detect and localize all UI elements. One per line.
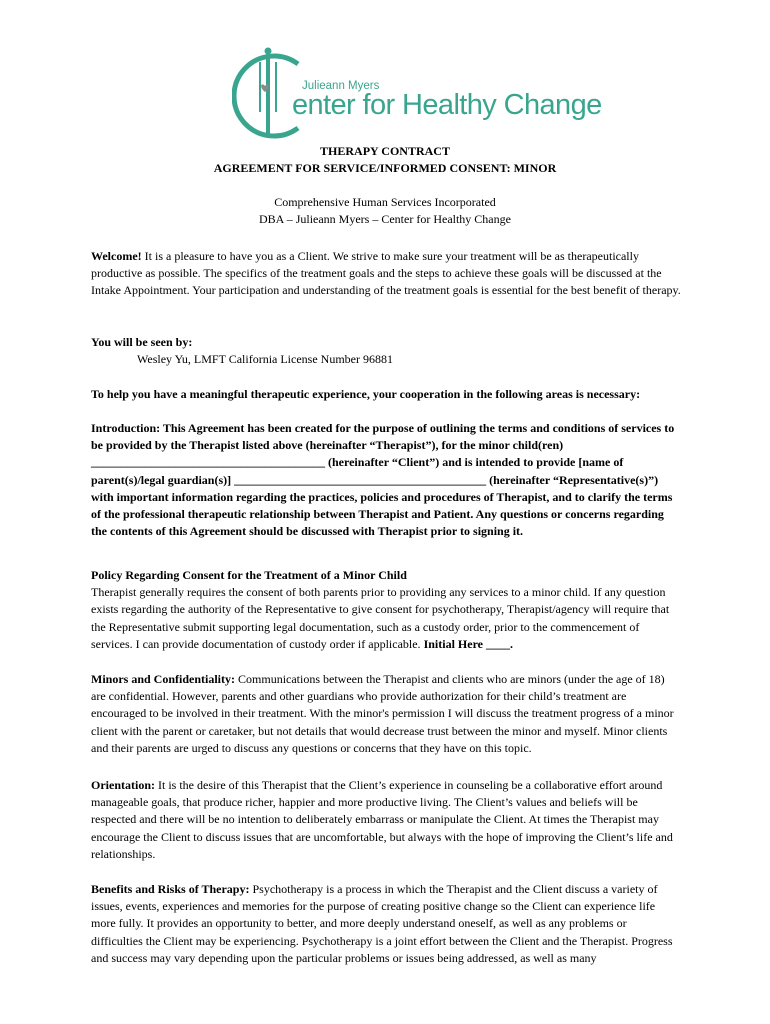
policy-text: Therapist generally requires the consent of both parents prior to providing any services to a minor child. If any question exists regarding the authority of the Representative to give consent for psychotherapy, Therapist/agency will require that the Representative submit supporting legal documentation, such as a custody order, prior to the commencement of services. I can provide documentation of custody order if applicable. bbox=[91, 585, 670, 651]
benefits-paragraph bbox=[91, 881, 681, 967]
minors-paragraph bbox=[91, 671, 681, 757]
document-title: THERAPY CONTRACT bbox=[320, 144, 450, 158]
seen-by-section bbox=[91, 334, 681, 368]
orientation-lead: Orientation: bbox=[91, 778, 155, 792]
seen-by-label: You will be seen by: bbox=[91, 335, 193, 349]
center-logo bbox=[232, 46, 602, 142]
therapist-name: Wesley Yu, LMFT California License Number 96881 bbox=[137, 352, 393, 367]
orientation-text: It is the desire of this Therapist that the Client’s experience in counseling be a collaborative effort around manageable goals, that produce richer, happier and more productive living. The Client’s values and beliefs will be respected and there will be no intention to deliberately embarrass or manipulate the Client. At times the Therapist may encourage the Client to discuss issues that are uncomfortable, but always with the hope of improving the Client’s life and relationships. bbox=[91, 778, 673, 861]
benefits-lead: Benefits and Risks of Therapy: bbox=[91, 882, 250, 896]
welcome-paragraph bbox=[91, 248, 681, 300]
policy-heading: Policy Regarding Consent for the Treatment of a Minor Child bbox=[91, 568, 407, 582]
org-dba: DBA – Julieann Myers – Center for Healthy Change bbox=[259, 212, 511, 226]
org-name: Comprehensive Human Services Incorporated bbox=[274, 195, 496, 209]
welcome-lead: Welcome! bbox=[91, 249, 142, 263]
policy-section bbox=[91, 567, 681, 653]
introduction-paragraph: Introduction: This Agreement has been created for the purpose of outlining the terms and conditions of services to be provided by the Therapist listed above (hereinafter “Therapist”), for the minor child(ren) _______________________________________ (hereinafter “Client”) and is intended to provide [name of parent(s)/legal guardian(s)] __________________________________________ (hereinafter “Representative(s)”) with important information regarding the practices, policies and procedures of Therapist, and to clarify the terms of the professional therapeutic relationship between Therapist and Patient. Any questions or concerns regarding the contents of this Agreement should be discussed with Therapist prior to signing it. bbox=[91, 421, 675, 539]
minors-text: Communications between the Therapist and clients who are minors (under the age of 18) are confidential. However, parents and other guardians who provide authorization for their child’s treatment are encouraged to be involved in their treatment. With the minor's permission I will discuss the treatment progress of a minor client with the parent or caretaker, but not details that would decrease trust between the minor and myself. Minor clients and their parents are urged to discuss any questions or concerns that they have on this topic. bbox=[91, 672, 674, 755]
benefits-text: Psychotherapy is a process in which the Therapist and the Client discuss a variety of issues, events, experiences and memories for the purpose of creating positive change so the Client can experience life more fully. It provides an opportunity to better, and more deeply understand oneself, as well as any problems or difficulties the Client may be experiencing. Psychotherapy is a joint effort between the Client and the Therapist. Progress and success may vary depending upon the particular problems or issues being addressed, as well as many bbox=[91, 882, 673, 965]
minors-lead: Minors and Confidentiality: bbox=[91, 672, 236, 686]
logo-main-text: enter for Healthy Change bbox=[292, 89, 602, 121]
cooperation-statement: To help you have a meaningful therapeutic experience, your cooperation in the following areas is necessary: bbox=[91, 387, 641, 401]
orientation-paragraph bbox=[91, 777, 681, 863]
document-subtitle: AGREEMENT FOR SERVICE/INFORMED CONSENT: MINOR bbox=[213, 161, 557, 175]
logo-small-text: Julieann Myers bbox=[302, 80, 380, 92]
welcome-text: It is a pleasure to have you as a Client. We strive to make sure your treatment will be as therapeutically productive as possible. The specifics of the treatment goals and the steps to achieve these goals will be discussed at the Intake Appointment. Your participation and understanding of the treatment goals is essential for the best benefit of therapy. bbox=[91, 249, 681, 298]
initial-here-field[interactable]: Initial Here ____. bbox=[423, 636, 513, 651]
